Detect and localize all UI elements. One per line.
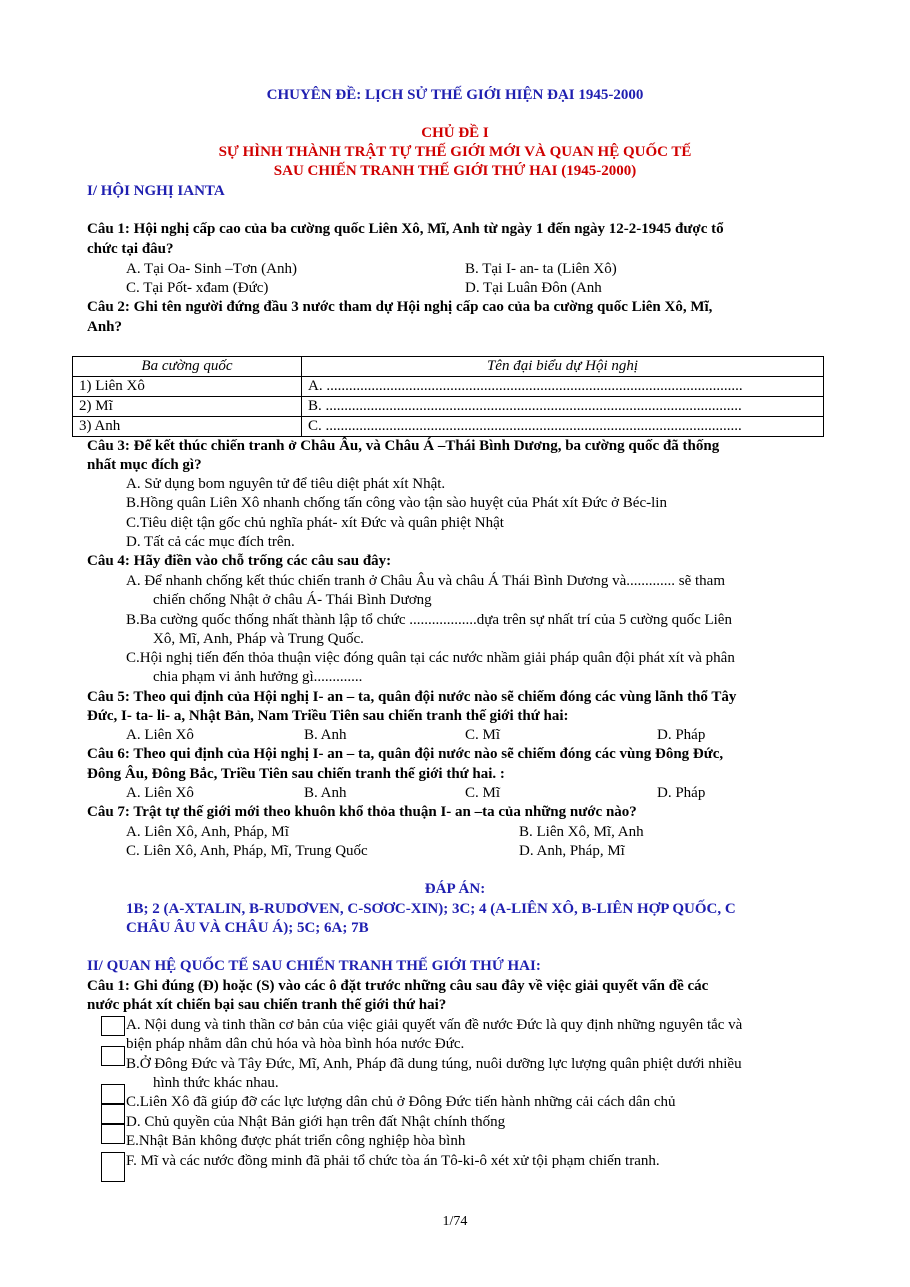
s2-q1-text-line2: nước phát xít chiến bại sau chiến tranh thế giới thứ hai? (87, 997, 447, 1013)
q1-text-line1: Câu 1: Hội nghị cấp cao của ba cường quốc Liên Xô, Mĩ, Anh từ ngày 1 đến ngày 12-2-1945 được tổ (87, 221, 724, 237)
answer-box-f[interactable] (101, 1152, 125, 1182)
q1-option-b: B. Tại I- an- ta (Liên Xô) (465, 261, 617, 277)
q3-text-line1: Câu 3: Để kết thúc chiến tranh ở Châu Âu, và Châu Á –Thái Bình Dương, ba cường quốc đã thống (87, 438, 720, 454)
q5-text-line2: Đức, I- ta- li- a, Nhật Bản, Nam Triều Tiên sau chiến tranh thế giới thứ hai: (87, 708, 569, 724)
statement-a-line1: A. Nội dung và tinh thần cơ bản của việc giải quyết vấn đề nước Đức là quy định những nguyên tắc và (126, 1017, 743, 1033)
table-cell-answer: C. ............................................................................................................... (302, 417, 824, 437)
q7-text: Câu 7: Trật tự thế giới mới theo khuôn khổ thỏa thuận I- an –ta của những nước nào? (87, 804, 637, 820)
statement-a-line2: biện pháp nhằm dân chủ hóa và hòa bình hóa nước Đức. (126, 1036, 465, 1052)
table-header-powers: Ba cường quốc (73, 357, 302, 377)
q4-item-c-line1: C.Hội nghị tiến đến thỏa thuận việc đóng quân tại các nước nhầm giải pháp quân đội phát xít và phân (126, 650, 735, 666)
section2-heading: II/ QUAN HỆ QUỐC TẾ SAU CHIẾN TRANH THẾ GIỚI THỨ HAI: (87, 958, 541, 974)
answer-key-line1: 1B; 2 (A-XTALIN, B-RUDƠVEN, C-SƠƠC-XIN); 3C; 4 (A-LIÊN XÔ, B-LIÊN HỢP QUỐC, C (126, 901, 736, 917)
q5-option-b: B. Anh (304, 727, 347, 743)
q4-item-b-line2: Xô, Mĩ, Anh, Pháp và Trung Quốc. (153, 631, 364, 647)
statement-b-line1: B.Ở Đông Đức và Tây Đức, Mĩ, Anh, Pháp đã dung túng, nuôi dưỡng lực lượng quân phiệt dưới nhiều (126, 1056, 742, 1072)
q6-option-b: B. Anh (304, 785, 347, 801)
q7-option-d: D. Anh, Pháp, Mĩ (519, 843, 625, 859)
q1-text-line2: chức tại đâu? (87, 241, 174, 257)
table-row (73, 397, 824, 417)
table-cell-country: 1) Liên Xô (73, 377, 302, 397)
s2-q1-text-line1: Câu 1: Ghi đúng (Đ) hoặc (S) vào các ô đặt trước những câu sau đây về việc giải quyết vấn đề các (87, 978, 709, 994)
delegates-table (72, 356, 824, 437)
table-cell-answer: A. ............................................................................................................... (302, 377, 824, 397)
statement-c: C.Liên Xô đã giúp đỡ các lực lượng dân chủ ở Đông Đức tiến hành những cải cách dân chủ (126, 1094, 676, 1110)
answer-box-e[interactable] (101, 1124, 125, 1144)
statement-d: D. Chủ quyền của Nhật Bản giới hạn trên đất Nhật chính thống (126, 1114, 506, 1130)
q4-item-b-line1: B.Ba cường quốc thống nhất thành lập tổ chức ..................dựa trên sự nhất trí của 5 cường quốc Liên (126, 612, 732, 628)
q2-text-line2: Anh? (87, 319, 123, 335)
q6-option-a: A. Liên Xô (126, 785, 194, 801)
statement-f: F. Mĩ và các nước đồng minh đã phải tổ chức tòa án Tô-ki-ô xét xử tội phạm chiến tranh. (126, 1153, 660, 1169)
q6-text-line2: Đông Âu, Đông Bắc, Triều Tiên sau chiến tranh thế giới thứ hai. : (87, 766, 505, 782)
page-number: 1/74 (442, 1214, 468, 1229)
answer-key-label: ĐÁP ÁN: (424, 881, 486, 897)
table-cell-answer: B. ............................................................................................................... (302, 397, 824, 417)
q5-option-d: D. Pháp (657, 727, 706, 743)
q5-option-a: A. Liên Xô (126, 727, 194, 743)
table-cell-country: 3) Anh (73, 417, 302, 437)
chapter-title-line1: SỰ HÌNH THÀNH TRẬT TỰ THẾ GIỚI MỚI VÀ QUAN HỆ QUỐC TẾ (218, 144, 692, 160)
q6-option-d: D. Pháp (657, 785, 706, 801)
q3-option-c: C.Tiêu diệt tận gốc chủ nghĩa phát- xít Đức và quân phiệt Nhật (126, 515, 504, 531)
q1-option-c: C. Tại Pốt- xđam (Đức) (126, 280, 269, 296)
section1-heading: I/ HỘI NGHỊ IANTA (87, 183, 225, 199)
q2-text-line1: Câu 2: Ghi tên người đứng đầu 3 nước tham dự Hội nghị cấp cao của ba cường quốc Liên Xô, Mĩ, (87, 299, 713, 315)
table-header-row (73, 357, 824, 377)
answer-box-d[interactable] (101, 1104, 125, 1124)
q1-option-a: A. Tại Oa- Sinh –Tơn (Anh) (126, 261, 297, 277)
topic-title: CHUYÊN ĐỀ: LỊCH SỬ THẾ GIỚI HIỆN ĐẠI 1945-2000 (266, 87, 644, 103)
statement-e: E.Nhật Bản không được phát triển công nghiệp hòa bình (126, 1133, 466, 1149)
q4-item-c-line2: chia phạm vi ảnh hưởng gì............. (153, 669, 363, 685)
q6-text-line1: Câu 6: Theo qui định của Hội nghị I- an – ta, quân đội nước nào sẽ chiếm đóng các vùng Đông Đức, (87, 746, 724, 762)
q7-option-b: B. Liên Xô, Mĩ, Anh (519, 824, 644, 840)
answer-key-line2: CHÂU ÂU VÀ CHÂU Á); 5C; 6A; 7B (126, 920, 369, 936)
q1-option-d: D. Tại Luân Đôn (Anh (465, 280, 602, 296)
table-cell-country: 2) Mĩ (73, 397, 302, 417)
chapter-label: CHỦ ĐỀ I (421, 125, 489, 141)
chapter-title-line2: SAU CHIẾN TRANH THẾ GIỚI THỨ HAI (1945-2000) (273, 163, 637, 179)
q4-text: Câu 4: Hãy điền vào chỗ trống các câu sau đây: (87, 553, 392, 569)
answer-box-a[interactable] (101, 1016, 125, 1036)
q3-option-b: B.Hồng quân Liên Xô nhanh chống tấn công vào tận sào huyệt của Phát xít Đức ở Béc-lin (126, 495, 667, 511)
answer-box-c[interactable] (101, 1084, 125, 1104)
q4-item-a-line1: A. Để nhanh chống kết thúc chiến tranh ở Châu Âu và châu Á Thái Bình Dương và............. sẽ tham (126, 573, 726, 589)
table-header-delegates: Tên đại biểu dự Hội nghị (302, 357, 824, 377)
answer-box-b[interactable] (101, 1046, 125, 1066)
table-row (73, 377, 824, 397)
q3-text-line2: nhất mục đích gì? (87, 457, 202, 473)
q6-option-c: C. Mĩ (465, 785, 501, 801)
q7-option-a: A. Liên Xô, Anh, Pháp, Mĩ (126, 824, 289, 840)
q3-option-a: A. Sử dụng bom nguyên tử để tiêu diệt phát xít Nhật. (126, 476, 446, 492)
q7-option-c: C. Liên Xô, Anh, Pháp, Mĩ, Trung Quốc (126, 843, 368, 859)
q4-item-a-line2: chiến chống Nhật ở châu Á- Thái Bình Dương (153, 592, 432, 608)
statement-b-line2: hình thức khác nhau. (153, 1075, 279, 1091)
table-row (73, 417, 824, 437)
q5-option-c: C. Mĩ (465, 727, 501, 743)
q5-text-line1: Câu 5: Theo qui định của Hội nghị I- an – ta, quân đội nước nào sẽ chiếm đóng các vùng lãnh thổ Tây (87, 689, 737, 705)
q3-option-d: D. Tất cả các mục đích trên. (126, 534, 295, 550)
